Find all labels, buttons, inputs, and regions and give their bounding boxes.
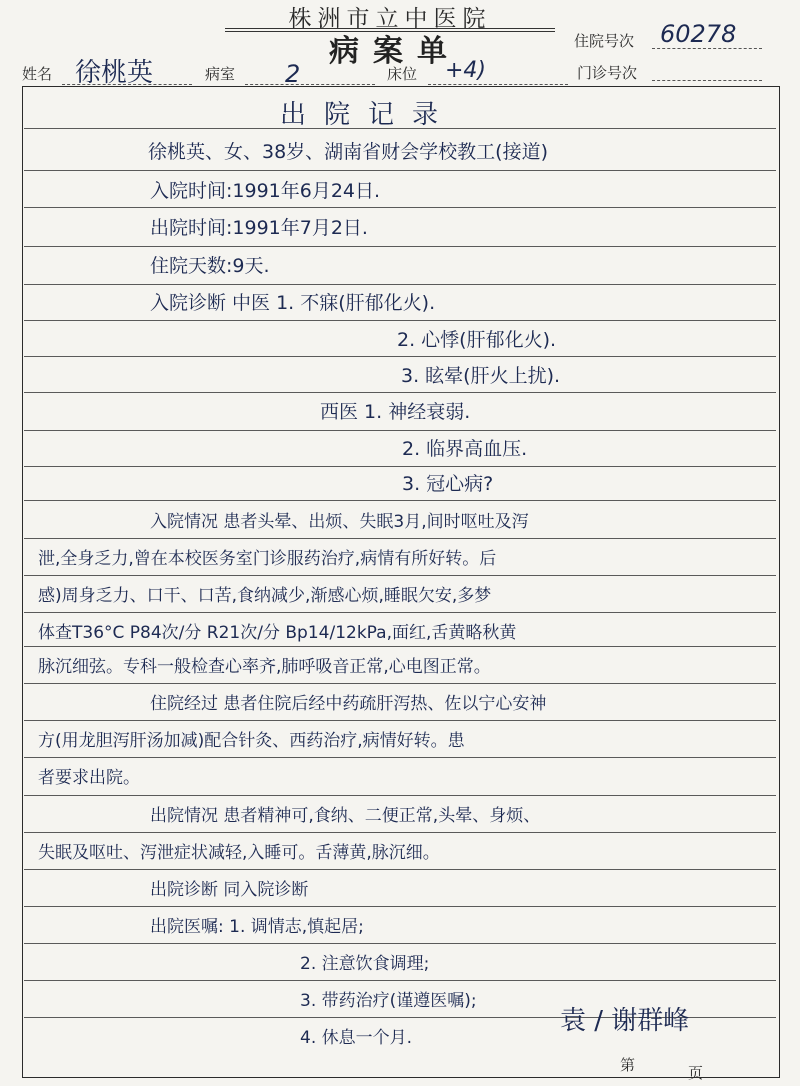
ruled-line (24, 320, 776, 321)
record-line: 入院情况 患者头晕、出烦、失眠3月,间时呕吐及泻 (150, 512, 529, 532)
record-line: 3. 眩晕(肝火上扰). (401, 365, 561, 387)
record-line: 出院医嘱: 1. 调情志,慎起居; (150, 917, 364, 937)
ward-underline (245, 84, 375, 85)
record-line: 失眠及呕吐、泻泄症状减轻,入睡可。舌薄黄,脉沉细。 (38, 843, 440, 863)
record-line: 入院诊断 中医 1. 不寐(肝郁化火). (150, 292, 436, 314)
ruled-line (24, 869, 776, 870)
record-line: 2. 注意饮食调理; (300, 954, 430, 974)
ruled-line (24, 575, 776, 576)
admission-no-label: 住院号次 (574, 32, 635, 50)
ruled-line (24, 943, 776, 944)
patient-name: 徐桃英 (75, 58, 154, 88)
ruled-line (24, 795, 776, 796)
record-line: 2. 心悸(肝郁化火). (397, 329, 557, 351)
record-heading: 出院记录 (280, 100, 457, 130)
ruled-line (24, 832, 776, 833)
bed-underline (428, 84, 568, 85)
record-line: 者要求出院。 (38, 768, 140, 788)
outpatient-no-underline (652, 80, 762, 81)
record-line: 出院时间:1991年7月2日. (150, 217, 368, 239)
page-label-prefix: 第 (620, 1056, 636, 1074)
form-title: 病案单 (329, 34, 461, 69)
page-label-suffix: 页 (688, 1064, 704, 1082)
bed-label: 床位 (387, 65, 418, 83)
ruled-line (24, 980, 776, 981)
ruled-line (24, 683, 776, 684)
hospital-name: 株洲市立中医院 (288, 6, 492, 32)
record-line: 泄,全身乏力,曾在本校医务室门诊服药治疗,病情有所好转。后 (38, 549, 497, 569)
name-underline (62, 84, 192, 85)
ruled-line (24, 170, 776, 171)
ruled-line (24, 538, 776, 539)
admission-no-value: 60278 (660, 20, 737, 48)
outpatient-no-label: 门诊号次 (577, 64, 638, 82)
record-line: 2. 临界高血压. (402, 438, 528, 460)
record-line: 出院诊断 同入院诊断 (150, 880, 309, 900)
record-line: 入院时间:1991年6月24日. (150, 180, 381, 202)
record-line: 脉沉细弦。专科一般检查心率齐,肺呼吸音正常,心电图正常。 (38, 657, 491, 677)
ruled-line (24, 466, 776, 467)
bed-value: +4) (445, 58, 487, 83)
record-line: 方(用龙胆泻肝汤加减)配合针灸、西药治疗,病情好转。患 (38, 731, 465, 751)
ruled-line (24, 392, 776, 393)
ruled-line (24, 906, 776, 907)
record-line: 3. 冠心病? (402, 473, 494, 495)
admission-no-underline (652, 48, 762, 49)
record-line: 徐桃英、女、38岁、湖南省财会学校教工(接道) (148, 141, 549, 163)
ruled-line (24, 246, 776, 247)
ruled-line (24, 284, 776, 285)
record-line: 4. 休息一个月. (300, 1028, 413, 1048)
name-label: 姓名 (22, 65, 53, 83)
ruled-line (24, 430, 776, 431)
record-line: 3. 带药治疗(谨遵医嘱); (300, 991, 477, 1011)
ruled-line (24, 356, 776, 357)
record-line: 西医 1. 神经衰弱. (320, 401, 471, 423)
ward-label: 病室 (205, 65, 236, 83)
record-line: 住院经过 患者住院后经中药疏肝泻热、佐以宁心安神 (150, 694, 547, 714)
record-line: 住院天数:9天. (150, 255, 270, 277)
ruled-line (24, 757, 776, 758)
ruled-line (24, 612, 776, 613)
record-line: 体查T36°C P84次/分 R21次/分 Bp14/12kPa,面红,舌黄略秋黄 (38, 623, 517, 643)
record-line: 感)周身乏力、口干、口苦,食纳减少,渐感心烦,睡眠欠安,多梦 (38, 586, 492, 606)
ruled-line (24, 207, 776, 208)
ruled-line (24, 500, 776, 501)
physician-signature: 袁 / 谢群峰 (560, 1006, 690, 1036)
ruled-line (24, 646, 776, 647)
record-line: 出院情况 患者精神可,食纳、二便正常,头晕、身烦、 (150, 806, 541, 826)
ruled-line (24, 720, 776, 721)
ward-value: 2 (285, 60, 301, 88)
